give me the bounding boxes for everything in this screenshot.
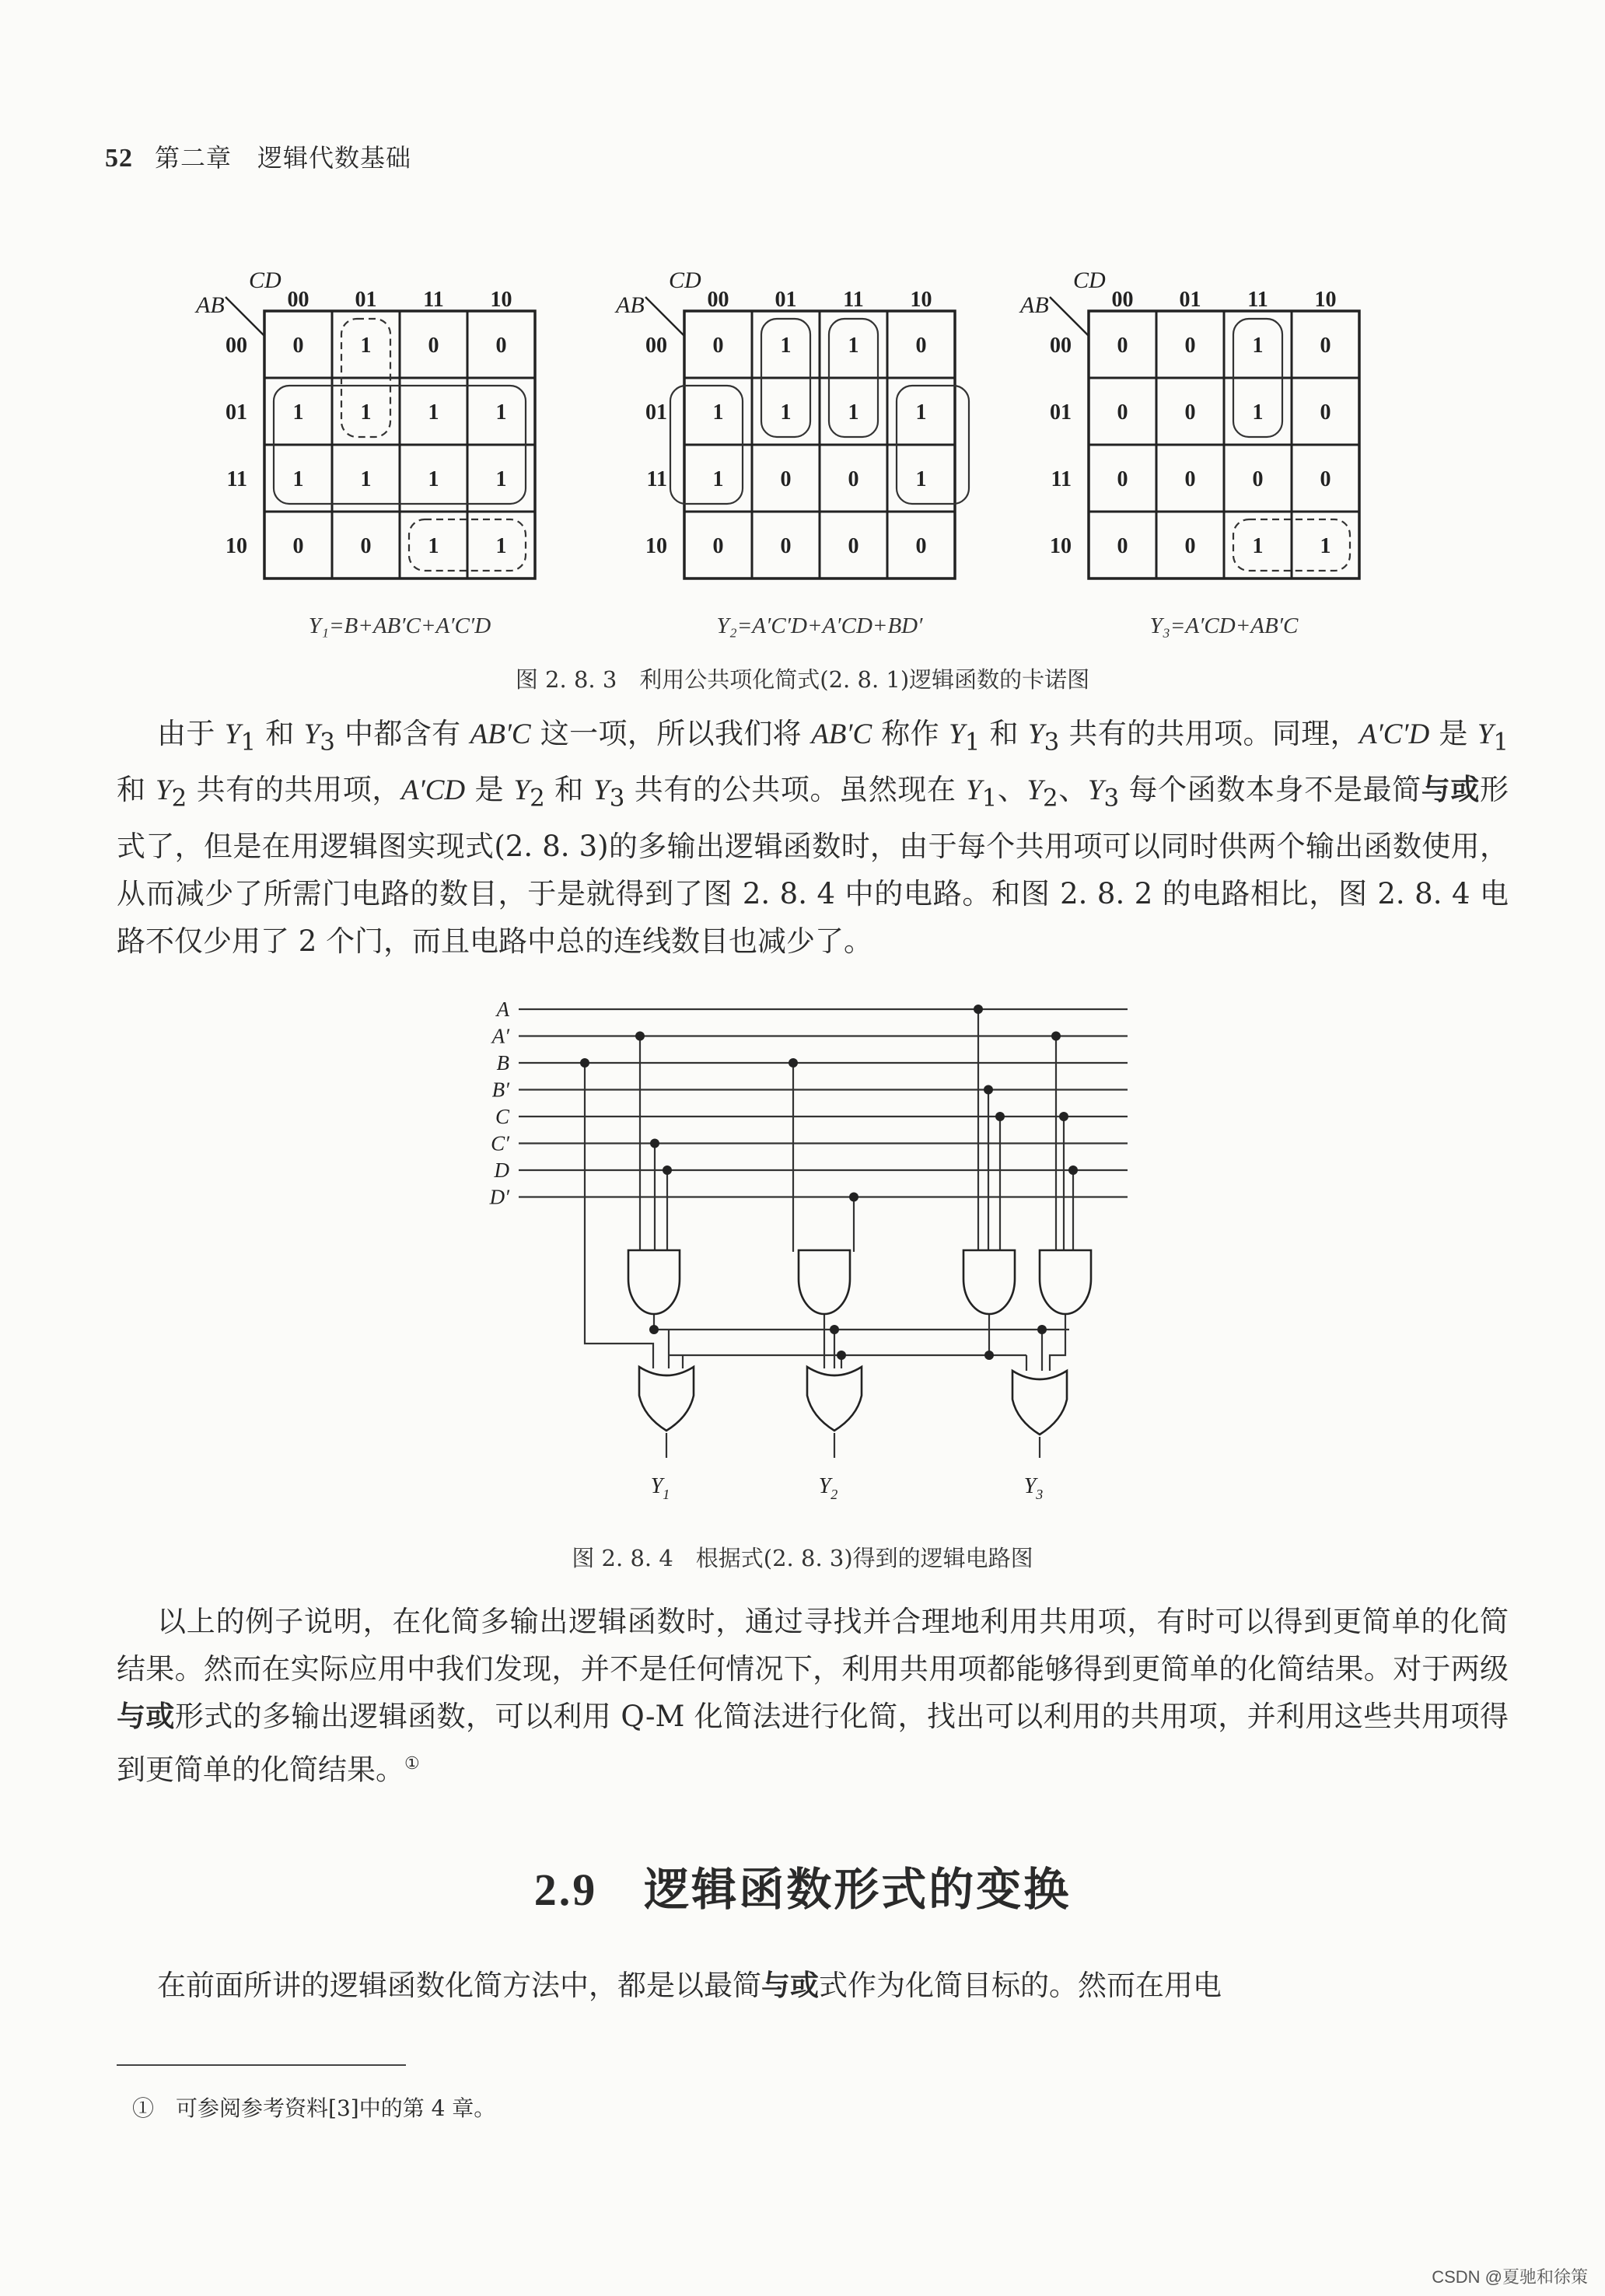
input-label: B′: [491, 1078, 509, 1102]
kmap-cell: 1: [712, 467, 724, 491]
kmap-cell: 0: [848, 534, 859, 558]
kmap-cell: 1: [712, 400, 724, 425]
paragraph-3: 在前面所讲的逻辑函数化简方法中，都是以最简与或式作为化简目标的。然而在用电: [157, 1969, 1222, 2002]
kmap-cell: 0: [1117, 400, 1128, 425]
logic-circuit-diagram: [435, 984, 1135, 1520]
paragraph-2: 以上的例子说明，在化简多输出逻辑函数时，通过寻找并合理地利用共用项，有时可以得到更简单的化简结果。然而在实际应用中我们发现，并不是任何情况下，利用共用项都能够得到更简单的化简结果。对于两级与或形式的多输出逻辑函数，可以利用 Q-M 化简法进行化简，找出可以利用的共用项，并利用这些共用项得到更简单的化简结果。①: [117, 1605, 1509, 1787]
kmap-cell: 0: [1117, 534, 1128, 558]
kmap-col-variable: CD: [669, 267, 701, 293]
kmap-cell: 0: [1117, 467, 1128, 491]
kmap-cell: 1: [495, 400, 507, 425]
section-heading: [0, 1853, 1605, 1918]
kmap-cell: 1: [1320, 534, 1331, 558]
junction-dot: [649, 1325, 659, 1334]
and-gate: [628, 1250, 680, 1314]
kmap-cell: 0: [915, 534, 927, 558]
footnote: [132, 2092, 495, 2123]
kmap-col-label: 11: [423, 288, 444, 312]
kmap-cell: 1: [780, 334, 792, 358]
junction-dot: [984, 1085, 993, 1095]
kmap-row-label: 01: [645, 400, 667, 425]
kmap-cell: 1: [915, 400, 927, 425]
junction-dot: [974, 1005, 983, 1014]
footnote-text: 可参阅参考资料[3]中的第 4 章。: [176, 2095, 496, 2121]
junction-dot: [1068, 1165, 1078, 1175]
kmap-cell: 1: [495, 467, 507, 491]
kmap-col-label: 10: [910, 288, 932, 312]
input-label: A′: [491, 1024, 509, 1048]
junction-dot: [1037, 1325, 1047, 1334]
kmap-cell: 1: [292, 400, 304, 425]
or-gate: [639, 1367, 694, 1431]
wire: [1050, 1330, 1065, 1371]
output-label-y3: $Y_3$: [1023, 1474, 1044, 1502]
and-gate: [1040, 1250, 1091, 1314]
kmap-col-label: 11: [1247, 288, 1268, 312]
junction-dot: [849, 1193, 858, 1202]
kmap-cell: 1: [428, 400, 439, 425]
junction-dot: [635, 1032, 645, 1041]
kmap-cell: 0: [780, 534, 792, 558]
kmap-row-variable: AB: [196, 292, 225, 318]
kmap-cell: 0: [428, 334, 439, 358]
kmap-col-label: 10: [1314, 288, 1337, 312]
kmap-col-label: 00: [707, 288, 729, 312]
kmap-diagonal: [645, 297, 684, 336]
input-label: B: [496, 1051, 509, 1075]
kmap-cell: 0: [495, 334, 507, 358]
kmap-row-label: 10: [226, 534, 247, 558]
kmap-cell: 1: [780, 400, 792, 425]
kmap-cell: 1: [915, 467, 927, 491]
kmap-row-label: 10: [1050, 534, 1072, 558]
kmap-row-label: 00: [645, 334, 667, 358]
and-gate: [963, 1250, 1015, 1314]
kmap-cell: 1: [428, 467, 439, 491]
junction-dot: [837, 1351, 846, 1360]
kmap-cell: 0: [780, 467, 792, 491]
kmap-col-label: 00: [1111, 288, 1134, 312]
page-header: [105, 138, 411, 174]
kmap-col-variable: CD: [249, 267, 281, 293]
kmap-cell: 0: [292, 534, 304, 558]
page-number: 52: [105, 144, 133, 173]
junction-dot: [789, 1058, 798, 1068]
input-label: D: [494, 1158, 509, 1182]
kmap-row-label: 11: [226, 467, 247, 491]
logic-gates: [628, 1250, 1091, 1435]
kmap-cell: 0: [1184, 534, 1196, 558]
kmap-cell: 0: [292, 334, 304, 358]
junction-dot: [984, 1351, 994, 1360]
kmap-row-variable: AB: [1020, 292, 1049, 318]
karnaugh-maps-figure: [0, 233, 1605, 638]
junction-dot: [1051, 1032, 1061, 1041]
kmap-col-label: 01: [1179, 288, 1201, 312]
input-label: D′: [489, 1185, 509, 1209]
watermark: CSDN @夏驰和徐策: [1432, 2267, 1588, 2287]
junction-dot: [580, 1058, 589, 1068]
kmap-row-label: 00: [226, 334, 247, 358]
kmap-cell: 0: [1184, 400, 1196, 425]
kmap-cell: 1: [292, 467, 304, 491]
kmap-row-variable: AB: [616, 292, 645, 318]
kmap-expression: Y₂=A′C′D+A′CD+BD′: [716, 613, 923, 638]
kmap-col-label: 10: [490, 288, 512, 312]
kmap-row-label: 00: [1050, 334, 1072, 358]
kmap-cell: 0: [1184, 467, 1196, 491]
input-label: C: [495, 1105, 509, 1128]
input-label: A: [496, 998, 509, 1021]
junction-dot: [663, 1165, 672, 1175]
input-label: C′: [491, 1131, 509, 1155]
kmap-cell: 1: [360, 400, 372, 425]
kmap-cell: 1: [360, 334, 372, 358]
kmap-y2: [614, 267, 969, 638]
kmap-cell: 0: [712, 334, 724, 358]
paragraph-1: 由于 $Y_1$ 和 $Y_3$ 中都含有 AB′C 这一项，所以我们将 AB′C 称作 $Y_1$ 和 $Y_3$ 共有的共用项。同理，A′C′D 是 $Y_1$ 和 $Y_2$ 共有的共用项，A′CD 是 $Y_2$ 和 $Y_3$ 共有的公共项。虽然现在 $Y_1$、$Y_2$、$Y_3$ 每个函数本身不是最简与或形式了，但是在用逻辑图实现式(2. 8. 3)的多输出逻辑函数时，由于每个共用项可以同时供两个输出函数使用，从而减少了所需门电路的数目，于是就得到了图 2. 8. 4 中的电路。和图 2. 8. 2 的电路相比，图 2. 8. 4 电路不仅少用了 2 个门，而且电路中总的连线数目也减少了。: [117, 717, 1509, 958]
footnote-divider: [117, 2064, 406, 2066]
kmap-cell: 1: [848, 334, 859, 358]
and-gate: [799, 1250, 850, 1314]
kmap-cell: 0: [1117, 334, 1128, 358]
junction-dot: [830, 1325, 839, 1334]
kmap-cell: 0: [360, 534, 372, 558]
wire: [585, 1063, 653, 1368]
or-gate: [807, 1367, 862, 1431]
kmap-diagonal: [226, 297, 264, 336]
kmap-cell: 1: [495, 534, 507, 558]
output-labels: [651, 1474, 1044, 1502]
footnote-mark: ①: [132, 2095, 155, 2121]
footnote-ref[interactable]: ①: [404, 1754, 420, 1774]
kmap-col-label: 01: [775, 288, 797, 312]
section-title: 逻辑函数形式的变换: [644, 1863, 1072, 1916]
section-number: 2.9: [533, 1864, 598, 1915]
junction-dot: [995, 1112, 1005, 1121]
figure-2-8-4-caption: 图 2. 8. 4 根据式(2. 8. 3)得到的逻辑电路图: [572, 1545, 1033, 1571]
kmap-col-variable: CD: [1073, 267, 1106, 293]
junction-dot: [1059, 1112, 1068, 1121]
kmap-row-label: 01: [1050, 400, 1072, 425]
kmap-col-label: 00: [287, 288, 309, 312]
kmap-cell: 1: [848, 400, 859, 425]
kmap-diagonal: [1050, 297, 1089, 336]
junction-dot: [650, 1139, 659, 1148]
chapter-title: 第二章 逻辑代数基础: [155, 143, 412, 173]
kmap-y3: [1019, 267, 1359, 638]
kmap-cell: 0: [712, 534, 724, 558]
kmap-cell: 1: [1252, 400, 1264, 425]
output-label-y2: $Y_2$: [818, 1474, 838, 1502]
kmap-row-label: 01: [226, 400, 247, 425]
kmap-row-label: 11: [1051, 467, 1072, 491]
kmap-col-label: 11: [843, 288, 864, 312]
kmap-cell: 0: [1320, 400, 1331, 425]
kmap-cell: 1: [360, 467, 372, 491]
kmap-cell: 0: [1252, 467, 1264, 491]
or-gate: [1012, 1371, 1067, 1435]
kmap-cell: 0: [1320, 334, 1331, 358]
kmap-cell: 0: [915, 334, 927, 358]
kmap-cell: 0: [848, 467, 859, 491]
kmap-cell: 0: [1320, 467, 1331, 491]
output-label-y1: $Y_1$: [650, 1474, 670, 1502]
kmap-cell: 0: [1184, 334, 1196, 358]
kmap-row-label: 11: [646, 467, 667, 491]
kmap-cell: 1: [428, 534, 439, 558]
kmap-expression: Y₃=A′CD+AB′C: [1149, 613, 1299, 638]
kmap-cell: 1: [1252, 334, 1264, 358]
kmap-col-label: 01: [355, 288, 377, 312]
kmap-y1: [194, 267, 535, 638]
kmap-cell: 1: [1252, 534, 1264, 558]
kmap-expression: Y₁=B+AB′C+A′C′D: [308, 613, 491, 638]
figure-2-8-3-caption: 图 2. 8. 3 利用公共项化简式(2. 8. 1)逻辑函数的卡诺图: [515, 666, 1090, 693]
kmap-row-label: 10: [645, 534, 667, 558]
